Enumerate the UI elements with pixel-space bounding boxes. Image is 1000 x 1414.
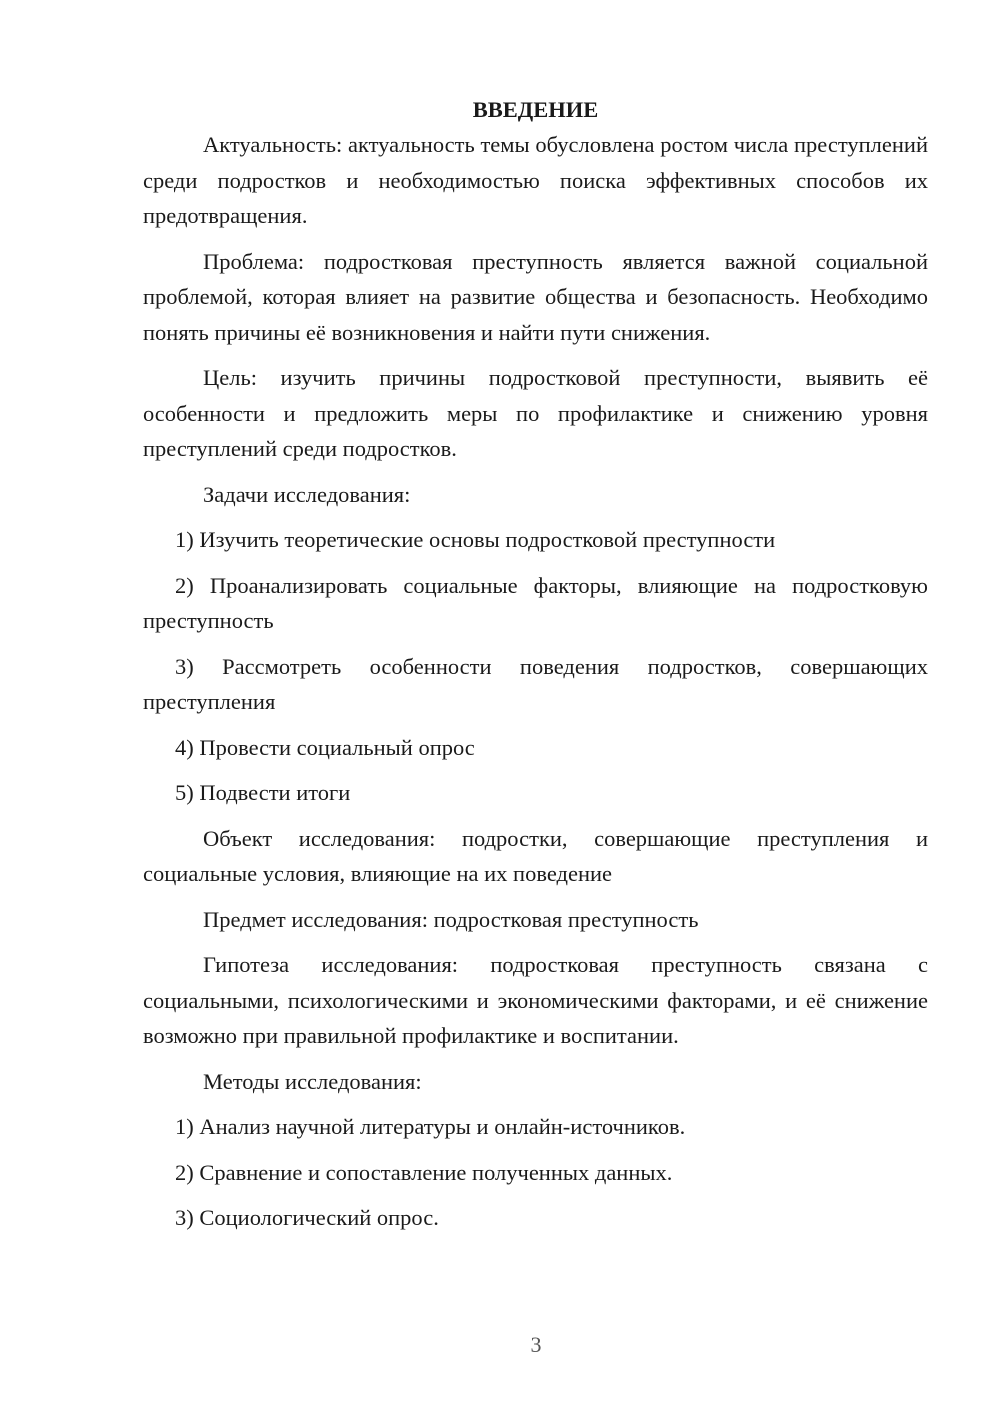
task-item: 3) Рассмотреть особенности поведения подростков, совершающих преступления: [143, 653, 928, 714]
paragraph-object: Объект исследования: подростки, совершающие преступления и социальные условия, влияющие на их поведение: [143, 825, 928, 886]
paragraph-hypothesis: Гипотеза исследования: подростковая преступность связана с социальными, психологическими и экономическими факторами, и её снижение возможно при правильной профилактике и воспитании.: [143, 952, 928, 1048]
paragraph-problem: Проблема: подростковая преступность является важной социальной проблемой, которая влияет на развитие общества и безопасность. Необходимо понять причины её возникновения и найти пути снижения.: [143, 248, 928, 345]
paragraph-goal: Цель: изучить причины подростковой преступности, выявить её особенности и предложить меры по профилактике и снижению уровня преступлений среди подростков.: [143, 365, 928, 461]
methods-heading: Методы исследования:: [203, 1068, 422, 1094]
paragraph-subject: Предмет исследования: подростковая преступность: [203, 906, 699, 932]
tasks-heading: Задачи исследования:: [203, 481, 411, 507]
paragraph-relevance: Актуальность: актуальность темы обусловлена ростом числа преступлений среди подростков и необходимостью поиска эффективных способов их предотвращения.: [143, 132, 928, 228]
page-number: 3: [530, 1332, 542, 1357]
page-content: [143, 92, 928, 1236]
task-item: 2) Проанализировать социальные факторы, влияющие на подростковую преступность: [143, 572, 928, 633]
task-item: 1) Изучить теоретические основы подростковой преступности: [175, 527, 776, 552]
task-item: 4) Провести социальный опрос: [175, 734, 475, 760]
method-item: 3) Социологический опрос.: [175, 1205, 439, 1230]
method-item: 2) Сравнение и сопоставление полученных данных.: [175, 1159, 673, 1185]
task-item: 5) Подвести итоги: [175, 780, 351, 805]
method-item: 1) Анализ научной литературы и онлайн-источников.: [175, 1114, 686, 1139]
page-title: ВВЕДЕНИЕ: [472, 97, 599, 122]
